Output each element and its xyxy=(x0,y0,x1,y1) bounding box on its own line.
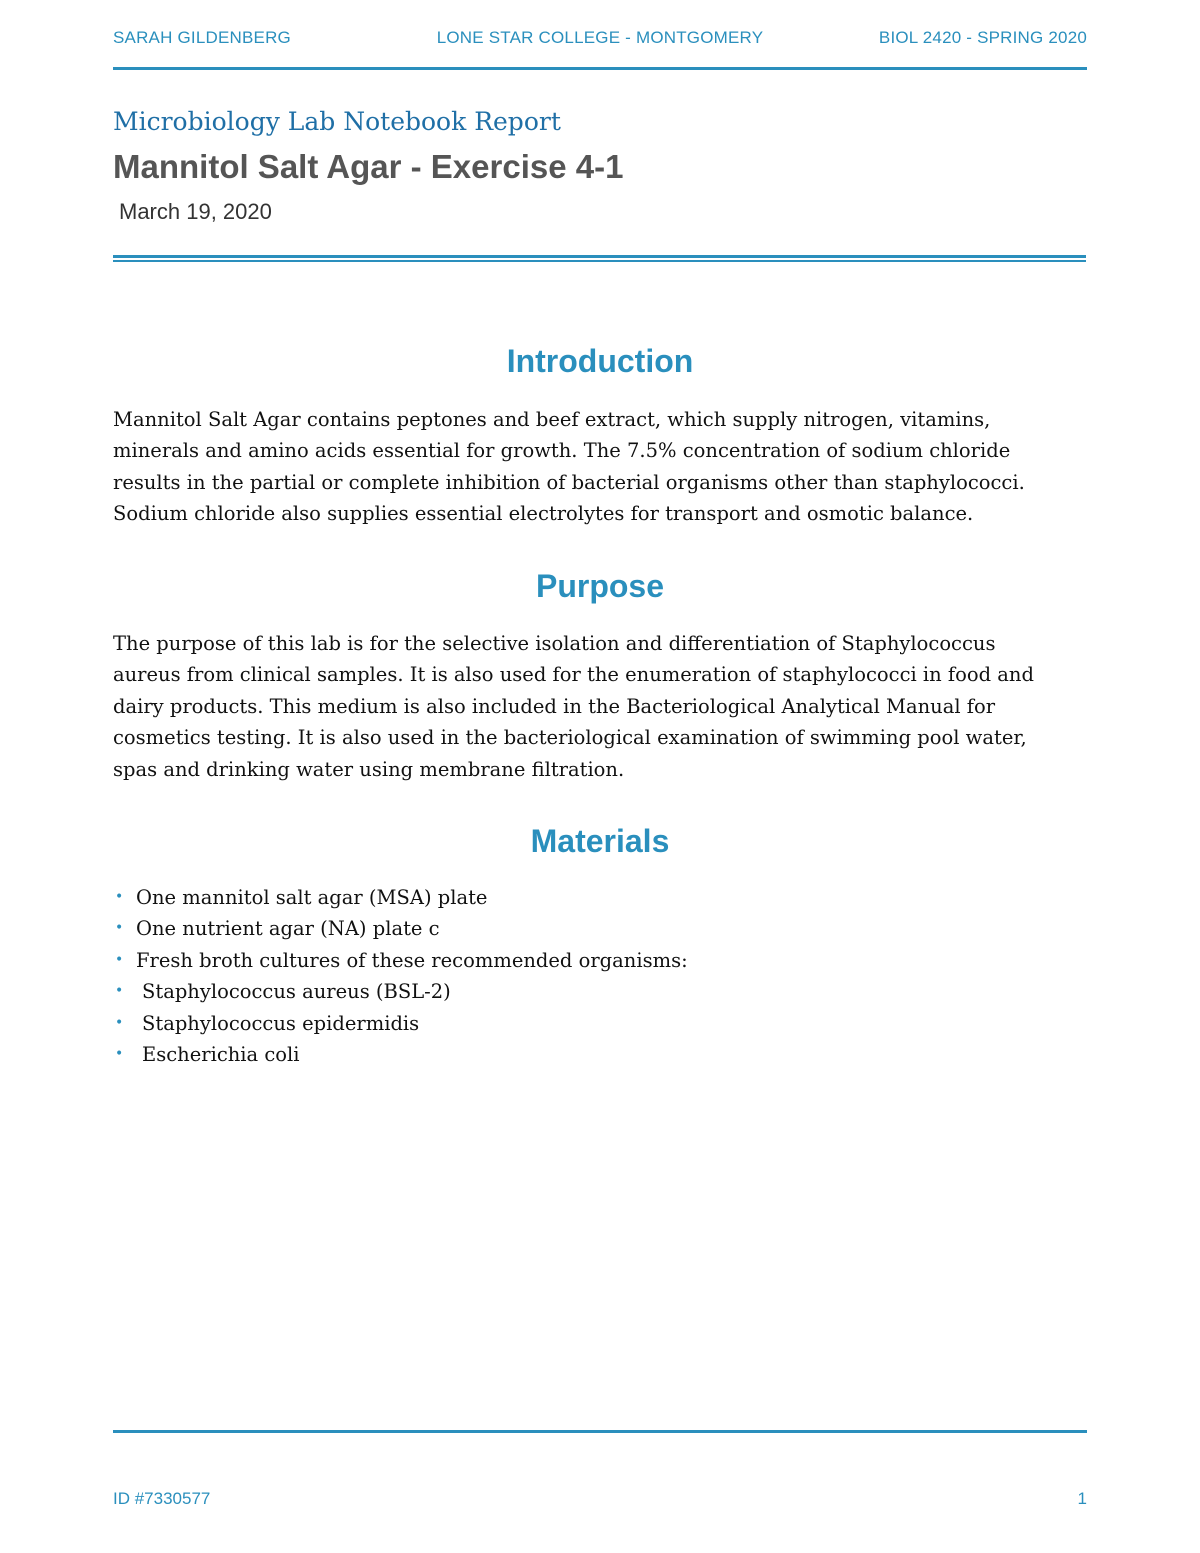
purpose-line: dairy products. This medium is also included in the Bacteriological Analytical Manual for xyxy=(113,694,996,718)
list-item-text: One nutrient agar (NA) plate c xyxy=(136,917,440,941)
bullet-icon: • xyxy=(115,920,124,937)
list-item xyxy=(113,913,1087,944)
header-course: BIOL 2420 - SPRING 2020 xyxy=(878,28,1087,47)
list-item-text: Staphylococcus epidermidis xyxy=(142,1011,420,1035)
bullet-icon: • xyxy=(115,951,124,968)
title-divider xyxy=(113,255,1086,261)
list-item xyxy=(113,976,1087,1007)
list-item-text: Fresh broth cultures of these recommended organisms: xyxy=(136,948,688,972)
bullet-icon: • xyxy=(115,1014,124,1031)
introduction-line: Sodium chloride also supplies essential electrolytes for transport and osmotic balance. xyxy=(113,502,974,526)
header-author: SARAH GILDENBERG xyxy=(113,28,291,47)
list-item xyxy=(113,945,1087,976)
materials-list xyxy=(113,882,1087,1070)
purpose-line: aureus from clinical samples. It is also used for the enumeration of staphylococci in food and xyxy=(113,663,1034,687)
title-divider-thin-line xyxy=(113,260,1086,262)
list-item-text: Staphylococcus aureus (BSL-2) xyxy=(142,980,451,1004)
introduction-paragraph xyxy=(113,404,1087,530)
footer-page-number: 1 xyxy=(1077,1489,1087,1508)
header-institution: LONE STAR COLLEGE - MONTGOMERY xyxy=(436,28,764,47)
footer-document-id: ID #7330577 xyxy=(113,1489,211,1508)
purpose-line: The purpose of this lab is for the selective isolation and differentiation of Staphylococcus xyxy=(113,632,996,655)
introduction-line: minerals and amino acids essential for growth. The 7.5% concentration of sodium chloride xyxy=(113,439,1011,463)
purpose-line: spas and drinking water using membrane filtration. xyxy=(113,757,625,781)
bullet-icon: • xyxy=(115,983,124,1000)
introduction-line: Mannitol Salt Agar contains peptones and beef extract, which supply nitrogen, vitamins, xyxy=(113,408,991,431)
list-item-text: Escherichia coli xyxy=(142,1043,300,1067)
list-item xyxy=(113,1039,1087,1070)
purpose-line: cosmetics testing. It is also used in the bacteriological examination of swimming pool water, xyxy=(113,726,1027,750)
report-title: Mannitol Salt Agar - Exercise 4-1 xyxy=(113,148,624,185)
bullet-icon: • xyxy=(115,1046,124,1063)
footer-divider xyxy=(113,1430,1087,1433)
introduction-line: results in the partial or complete inhibition of bacterial organisms other than staphylococci. xyxy=(113,470,1025,494)
list-item-text: One mannitol salt agar (MSA) plate xyxy=(136,886,488,909)
header-divider xyxy=(113,67,1087,70)
title-divider-thick-line xyxy=(113,255,1086,258)
purpose-heading: Purpose xyxy=(535,568,665,604)
list-item xyxy=(113,1008,1087,1039)
list-item xyxy=(113,882,1087,913)
report-subtitle: Microbiology Lab Notebook Report xyxy=(113,107,561,136)
bullet-icon: • xyxy=(115,889,124,905)
introduction-heading: Introduction xyxy=(506,343,694,379)
purpose-paragraph xyxy=(113,628,1087,785)
page-header xyxy=(113,28,1087,52)
materials-heading: Materials xyxy=(530,823,670,859)
report-date: March 19, 2020 xyxy=(119,199,272,224)
